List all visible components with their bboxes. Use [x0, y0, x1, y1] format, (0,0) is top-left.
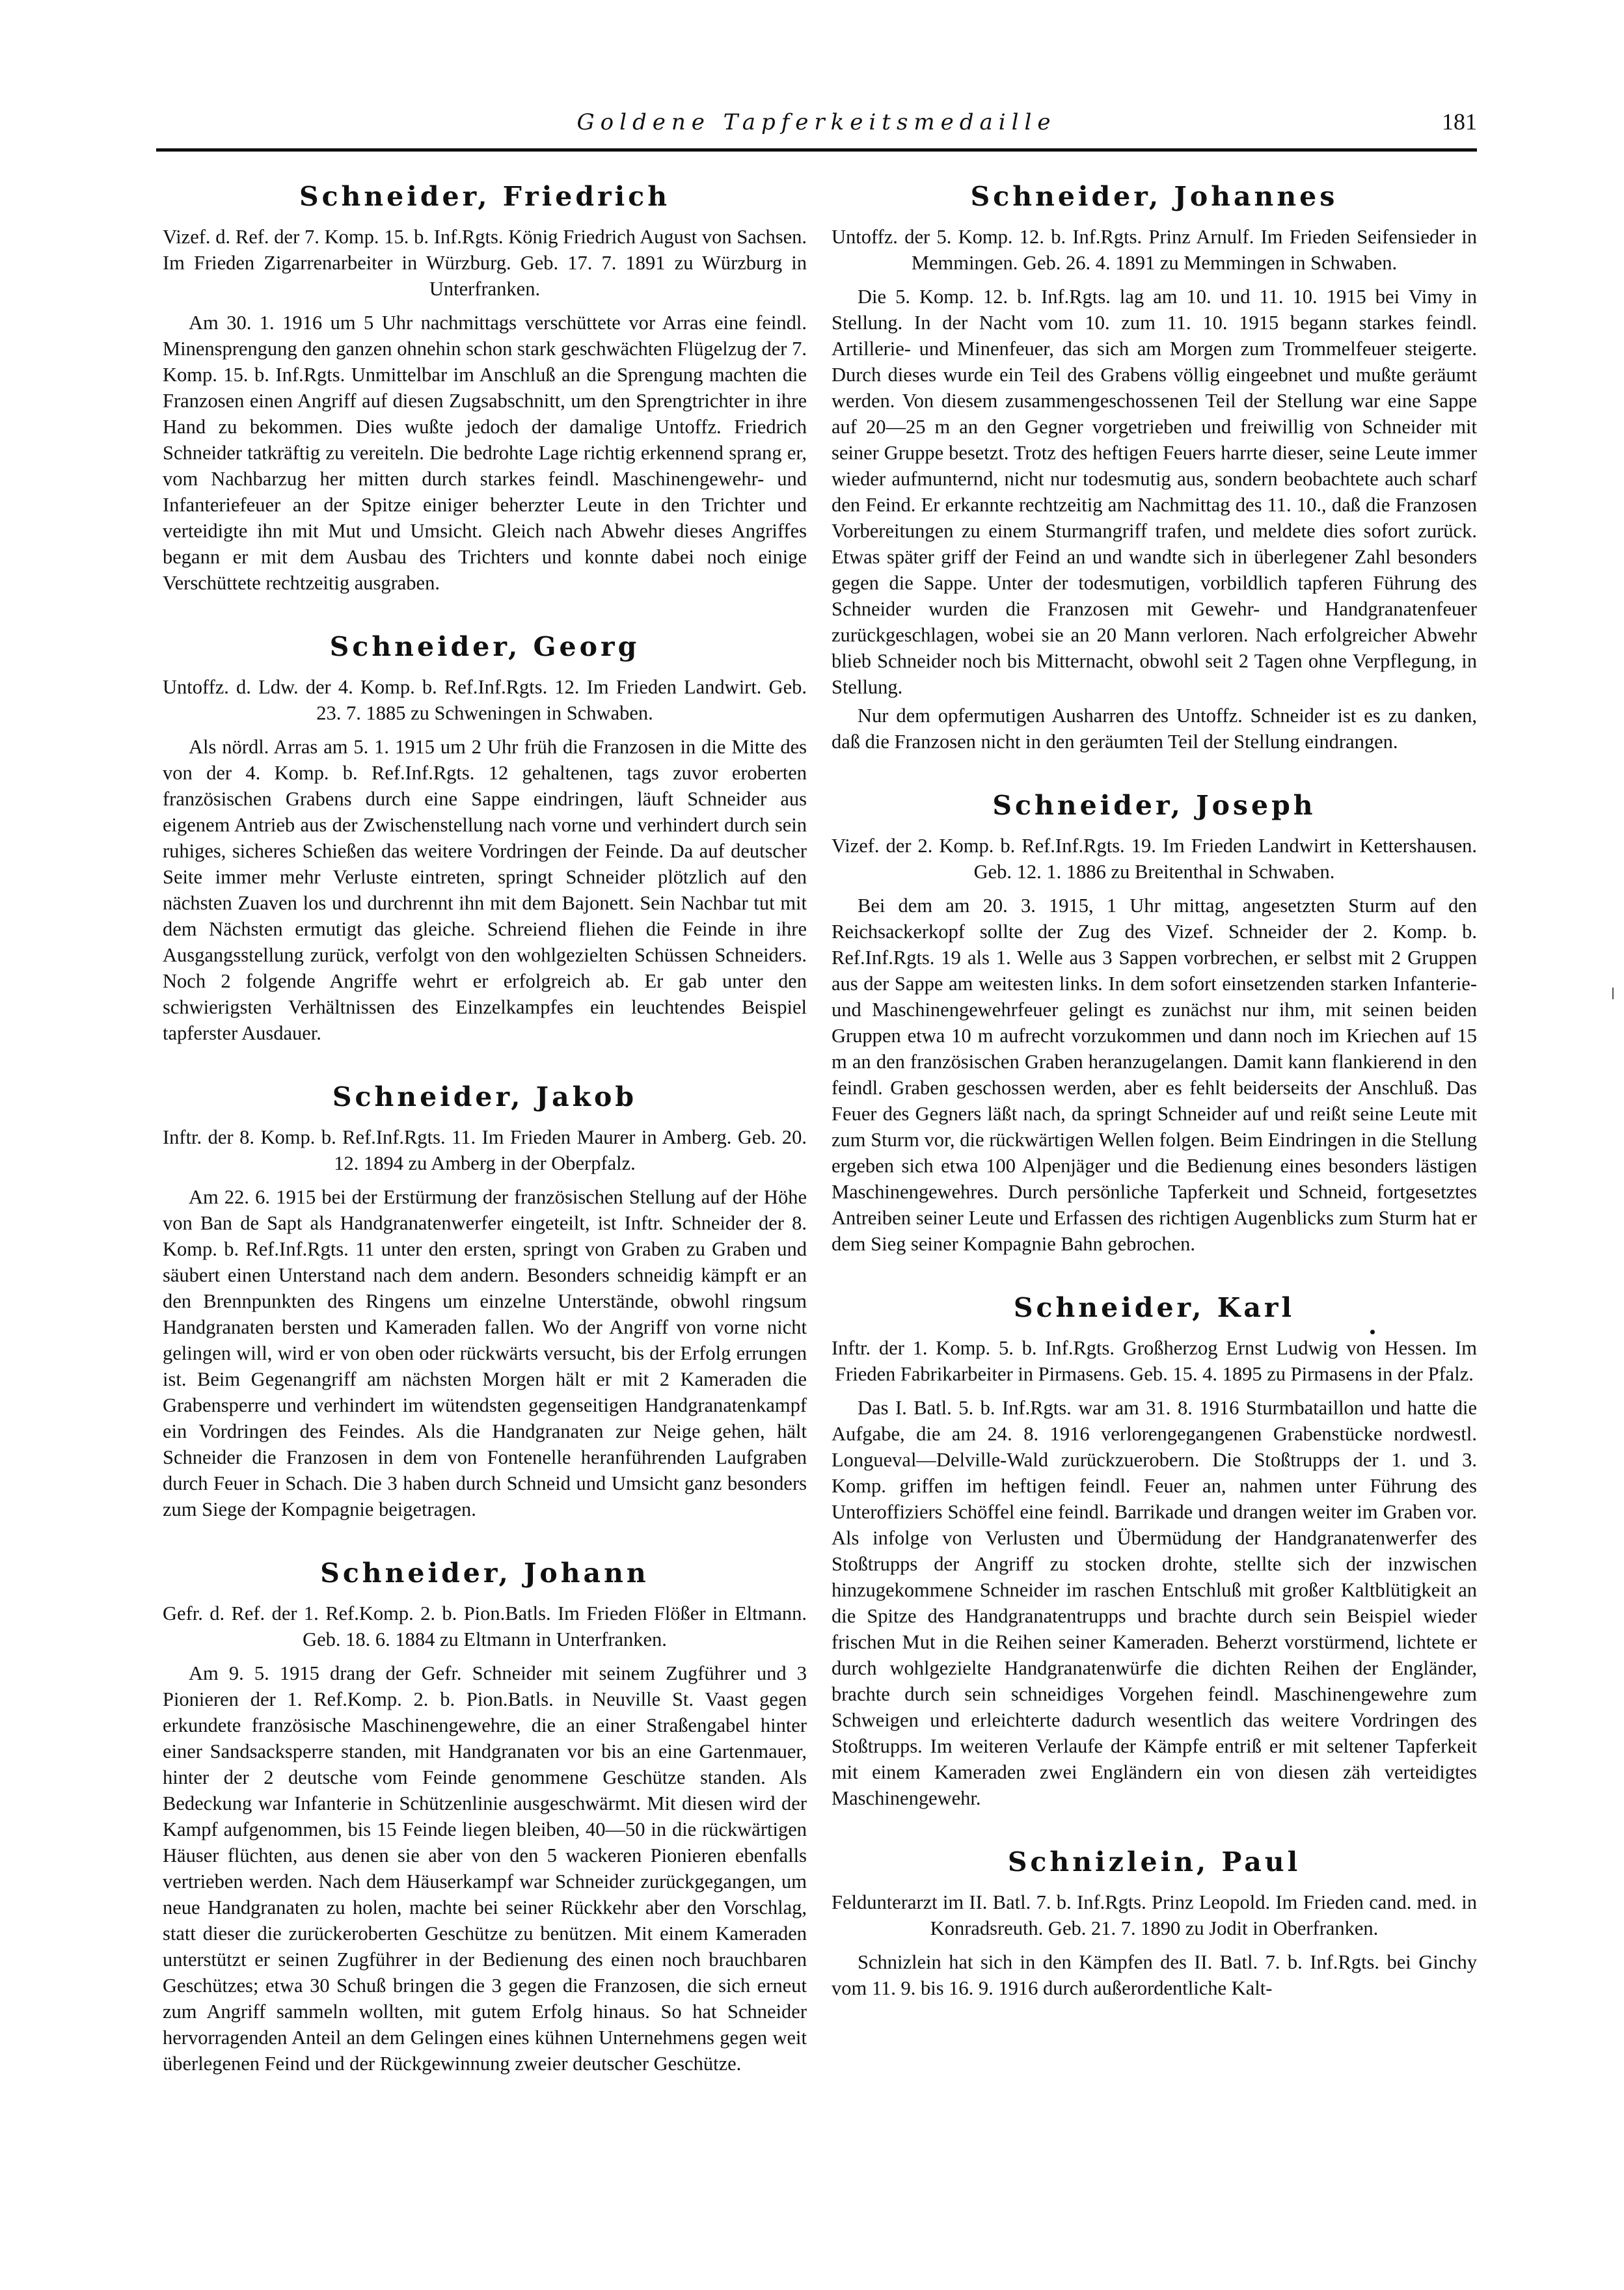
header-rule [156, 148, 1477, 152]
entry-body: Am 22. 6. 1915 bei der Erstürmung der französischen Stellung auf der Höhe von Ban de Sapt als Handgranatenwerfer eingeteilt, ist Inftr. Schneider der 8. Komp. b. Ref.Inf.Rgts. 11 unter den ersten, springt von Graben zu Graben und säubert einen Unterstand nach dem andern. Besonders schneidig kämpft er an den Brennpunkten des Ringens um einzelne Unterstände, obwohl ringsum Handgranaten bersten und Kameraden fallen. Wo der Angriff von vorne nicht gelingen will, wird er von oben oder rückwärts versucht, bis der Erfolg errungen ist. Beim Gegenangriff am nächsten Morgen hält er mit 2 Kameraden die Grabensperre und verhindert im wütendsten gegenseitigen Handgranatenkampf ein Vordringen des Feindes. Als die Handgranaten zur Neige gehen, hält Schneider die Franzosen in dem von Fontenelle heranführenden Laufgraben durch Feuer in Schach. Die 3 haben durch Schneid und Umsicht ganz besonders zum Siege der Kompagnie beigetragen. [163, 1186, 807, 1520]
entry-schneider-georg [163, 626, 807, 1046]
entry-name: Schneider, Jakob [332, 1081, 638, 1112]
margin-mark [1612, 988, 1614, 999]
print-speck [1370, 1330, 1375, 1334]
entry-schnizlein-paul [832, 1841, 1477, 2001]
entry-body: Am 30. 1. 1916 um 5 Uhr nachmittags verschüttete vor Arras eine feindl. Minensprengung den ganzen ohnehin schon stark geschwächten Flügelzug der 7. Komp. 15. b. Inf.Rgts. Unmittelbar im Anschluß an die Sprengung machten die Franzosen einen Angriff auf diesen Zugsabschnitt, um den Sprengtrichter in ihre Hand zu bekommen. Dies wußte jedoch der damalige Untoffz. Friedrich Schneider tatkräftig zu vereiteln. Die bedrohte Lage richtig erkennend sprang er, vom Nachbarzug her mitten durch starkes feindl. Maschinengewehr- und Infanteriefeuer an der Spitze einiger beherzter Leute in den Trichter und verteidigte ihn mit Mut und Umsicht. Gleich nach Abwehr dieses Angriffes begann er mit dem Ausbau des Trichters und konnte dabei noch einige Verschüttete rechtzeitig ausgraben. [163, 312, 807, 594]
entry-body: Bei dem am 20. 3. 1915, 1 Uhr mittag, angesetzten Sturm auf den Reichsackerkopf sollte der Zug des Vizef. Schneider der 2. Komp. b. Ref.Inf.Rgts. 19 als 1. Welle aus 3 Sappen vorbrechen, er selbst mit 2 Gruppen aus der Sappe am weitesten links. In dem sofort einsetzenden starken Infanterie- und Maschinengewehrfeuer gelingt es zunächst nur ihm, mit seinen beiden Gruppen etwa 10 m aufrecht vorzukommen und dann noch im Kriechen auf 15 m an den französischen Graben heranzugelangen. Damit kann flankierend in den feindl. Graben geschossen werden, aber es fehlt beiderseits der Anschluß. Das Feuer des Gegners läßt nach, da springt Schneider auf und reißt seine Leute mit zum Sturm vor, die rückwärtigen Wellen folgen. Beim Eindringen in die Stellung ergeben sich etwa 100 Alpenjäger und die Bedienung eines besonders lästigen Maschinengewehres. Durch persönliche Tapferkeit und Schneid, fortgesetztes Antreiben seiner Leute und Erfassen des richtigen Augenblicks zum Sturm hat er dem Sieg seiner Kompagnie Bahn gebrochen. [832, 895, 1477, 1255]
entry-name: Schneider, Johannes [970, 181, 1338, 212]
entry-meta: Inftr. der 8. Komp. b. Ref.Inf.Rgts. 11. Im Frieden Maurer in Amberg. Geb. 20. 12. 1894 zu Amberg in der Oberpfalz. [163, 1126, 807, 1174]
entry-body: Nur dem opfermutigen Ausharren des Untoffz. Schneider ist es zu danken, daß die Franzosen nicht in den geräumten Teil der Stellung eindrangen. [832, 705, 1477, 753]
entry-body: Schnizlein hat sich in den Kämpfen des II. Batl. 7. b. Inf.Rgts. bei Ginchy vom 11. 9. bis 16. 9. 1916 durch außerordentliche Kalt- [832, 1951, 1477, 1999]
entry-name: Schneider, Karl [1013, 1292, 1295, 1323]
entry-body: Die 5. Komp. 12. b. Inf.Rgts. lag am 10. und 11. 10. 1915 bei Vimy in Stellung. In der Nacht vom 10. zum 11. 10. 1915 begann starkes feindl. Artillerie- und Minenfeuer, das sich am Morgen zum Trommelfeuer steigerte. Durch dieses wurde ein Teil des Grabens völlig eingeebnet und mußte geräumt werden. Von diesem zusammengeschossenen Teil der Stellung war eine Sappe auf 20—25 m an den Gegner vorgetrieben und freiwillig von Schneider mit seiner Gruppe besetzt. Trotz des heftigen Feuers harrte dieser, seine Leute immer wieder aufmunternd, nicht nur todesmutig aus, sondern beobachtete auch scharf den Feind. Er erkannte rechtzeitig am Nachmittag des 11. 10., daß die Franzosen Vorbereitungen zu einem Sturmangriff trafen, und meldete dies sofort zurück. Etwas später griff der Feind an und wandte sich in überlegener Zahl besonders gegen die Sappe. Unter der todesmutigen, vorbildlich tapferen Führung des Schneider wurden die Franzosen mit Gewehr- und Handgranatenfeuer zurückgeschlagen, wobei sie an 20 Mann verloren. Nach erfolgreicher Abwehr blieb Schneider noch bis Mitternacht, obwohl seit 2 Tagen ohne Verpflegung, in Stellung. [832, 286, 1477, 698]
entry-body: Als nördl. Arras am 5. 1. 1915 um 2 Uhr früh die Franzosen in die Mitte des von der 4. Komp. b. Ref.Inf.Rgts. 12 gehaltenen, tags zuvor eroberten französischen Grabens durch eine Sappe eindringen, läuft Schneider aus eigenem Antrieb aus der Zwischenstellung nach vorne und verhindert durch sein ruhiges, sicheres Schießen das weitere Vordringen der Feinde. Da auf deutscher Seite immer mehr Verluste eintreten, springt Schneider plötzlich auf den nächsten Zuaven los und durchrennt ihn mit dem Bajonett. Sein Nachbar tut mit dem Nächsten ermutigt das gleiche. Schreiend fliehen die Feinde in ihre Ausgangsstellung zurück, verfolgt von den wohlgezielten Schüssen Schneiders. Noch 2 folgende Angriffe wehrt er erfolgreich ab. Er gab unter den schwierigsten Verhältnissen des Einzelkampfes ein leuchtendes Beispiel tapferster Ausdauer. [163, 736, 807, 1044]
entry-meta: Untoffz. d. Ldw. der 4. Komp. b. Ref.Inf.Rgts. 12. Im Frieden Landwirt. Geb. 23. 7. 1885 zu Schweningen in Schwaben. [163, 676, 807, 724]
entry-name: Schneider, Friedrich [299, 181, 671, 212]
entry-schneider-karl [832, 1287, 1477, 1811]
entry-name: Schneider, Joseph [992, 790, 1316, 821]
entry-schneider-johann [163, 1552, 807, 2077]
entry-schneider-friedrich [163, 176, 807, 596]
entry-schneider-jakob [163, 1076, 807, 1522]
entry-meta: Feldunterarzt im II. Batl. 7. b. Inf.Rgts. Prinz Leopold. Im Frieden cand. med. in Konradsreuth. Geb. 21. 7. 1890 zu Jodit in Oberfranken. [832, 1891, 1477, 1939]
entry-schneider-johannes [832, 176, 1477, 755]
entry-meta: Inftr. der 1. Komp. 5. b. Inf.Rgts. Großherzog Ernst Ludwig von Hessen. Im Frieden Fabrikarbeiter in Pirmasens. Geb. 15. 4. 1895 zu Pirmasens in der Pfalz. [832, 1337, 1477, 1385]
entry-meta: Untoffz. der 5. Komp. 12. b. Inf.Rgts. Prinz Arnulf. Im Frieden Seifensieder in Memmingen. Geb. 26. 4. 1891 zu Memmingen in Schwaben. [832, 226, 1477, 274]
entry-body: Das I. Batl. 5. b. Inf.Rgts. war am 31. 8. 1916 Sturmbataillon und hatte die Aufgabe, die am 24. 8. 1916 verlorengegangenen Grabenstücke nordwestl. Longueval—Delville-Wald zurückzuerobern. Die Stoßtrupps der 1. und 3. Komp. griffen im heftigen feindl. Feuer an, nahmen unter Führung des Unteroffiziers Schöffel eine feindl. Barrikade und drangen weiter im Graben vor. Als infolge von Verlusten und Übermüdung der Handgranatenwerfer des Stoßtrupps der Angriff zu stocken drohte, stellte sich der inzwischen hinzugekommene Schneider im raschen Entschluß mit großer Kaltblütigkeit an die Spitze des Handgranatentrupps und brachte durch sein Beispiel wieder frischen Mut in die Reihen seiner Kameraden. Beherzt vorstürmend, lichtete er durch wohlgezielte Handgranatenwürfe die dichten Reihen der Engländer, brachte durch sein schneidiges Vorgehen feindl. Maschinengewehre zum Schweigen und erleichterte dadurch wesentlich das weitere Vordringen des Stoßtrupps. Im weiteren Verlaufe der Kämpfe entriß er mit seltener Tapferkeit mit einem Kameraden zwei Engländern ein von diesen zäh verteidigtes Maschinengewehr. [832, 1397, 1477, 1809]
entry-schneider-joseph [832, 785, 1477, 1257]
running-header [156, 98, 1477, 150]
entry-name: Schnizlein, Paul [1007, 1846, 1301, 1878]
right-column [832, 176, 1477, 2031]
page-number: 181 [1442, 109, 1477, 135]
entry-name: Schneider, Georg [329, 631, 640, 662]
entry-meta: Vizef. d. Ref. der 7. Komp. 15. b. Inf.Rgts. König Friedrich August von Sachsen. Im Frieden Zigarrenarbeiter in Würzburg. Geb. 17. 7. 1891 zu Würzburg in Unterfranken. [163, 226, 807, 300]
entry-name: Schneider, Johann [320, 1557, 649, 1589]
entry-meta: Vizef. der 2. Komp. b. Ref.Inf.Rgts. 19. Im Frieden Landwirt in Kettershausen. Geb. 12. 1. 1886 zu Breitenthal in Schwaben. [832, 835, 1477, 883]
entry-body: Am 9. 5. 1915 drang der Gefr. Schneider mit seinem Zugführer und 3 Pionieren der 1. Ref.Komp. 2. b. Pion.Batls. in Neuville St. Vaast gegen erkundete französische Maschinengewehre, die an einer Straßengabel hinter einer Sandsacksperre standen, mit Handgranaten vor bis an eine Gartenmauer, hinter der 2 deutsche vom Feinde genommene Geschütze standen. Als Bedeckung war Infanterie in Schützenlinie ausgeschwärmt. Mit diesen wird der Kampf aufgenommen, bis 15 Feinde liegen bleiben, 40—50 in die rückwärtigen Häuser flüchten, aus denen sie aber von den 5 wackeren Pionieren ebenfalls vertrieben werden. Nach dem Häuserkampf war Schneider zurückgegangen, um neue Handgranaten zu holen, machte bei seiner Rückkehr aber den Vorschlag, statt dieser die zurückeroberten Geschütze zu benützen. Mit einem Kameraden unterstützt er seinen Zugführer in der Bedienung des einen noch brauchbaren Geschützes; etwa 30 Schuß bringen die 3 gegen die Franzosen, die sich erneut zum Angriff sammeln wollten, mit gutem Erfolg hinaus. So hat Schneider hervorragenden Anteil an dem Gelingen eines kühnen Unternehmens gegen weit überlegenen Feind und der Rückgewinnung zweier deutscher Geschütze. [163, 1662, 807, 2075]
left-column [163, 176, 807, 2107]
entry-meta: Gefr. d. Ref. der 1. Ref.Komp. 2. b. Pion.Batls. Im Frieden Flößer in Eltmann. Geb. 18. 6. 1884 zu Eltmann in Unterfranken. [163, 1602, 807, 1650]
running-title: Goldene Tapferkeitsmedaille [576, 109, 1057, 135]
